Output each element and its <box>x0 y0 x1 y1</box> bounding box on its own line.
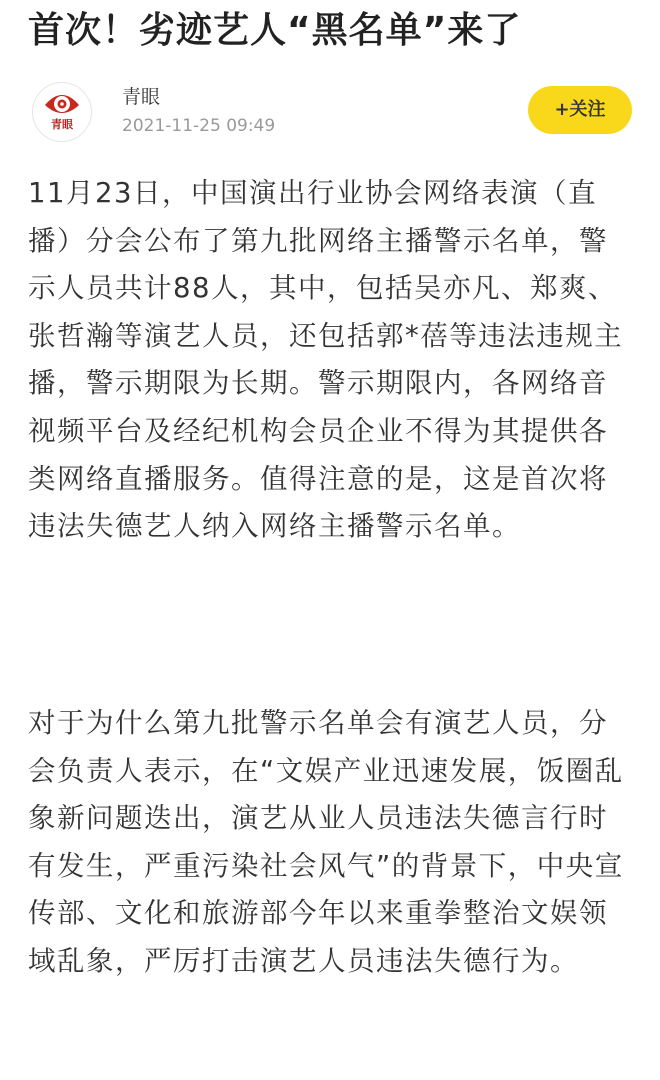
article-paragraph-2: 对于为什么第九批警示名单会有演艺人员，分会负责人表示，在“文娱产业迅速发展，饭圈乱象新问题迭出，演艺从业人员违法失德言行时有发生，严重污染社会风气”的背景下，中央宣传部、文化和旅游部今年以来重拳整治文娱领域乱象，严厉打击演艺人员违法失德行为。 <box>28 707 624 977</box>
article-title: 首次！劣迹艺人“黑名单”来了 <box>28 10 522 51</box>
follow-button[interactable]: +关注 <box>528 86 632 134</box>
article-paragraph-1: 11月23日，中国演出行业协会网络表演（直播）分会公布了第九批网络主播警示名单，警示人员共计88人，其中，包括吴亦凡、郑爽、张哲瀚等演艺人员，还包括郭*蓓等违法违规主播，警示期限为长期。警示期限内，各网络音视频平台及经纪机构会员企业不得为其提供各类网络直播服务。值得注意的是，这是首次将违法失德艺人纳入网络主播警示名单。 <box>28 177 624 543</box>
eye-logo-icon <box>33 83 91 141</box>
avatar-logo-text: 青眼 <box>51 118 73 131</box>
author-bar <box>28 80 638 144</box>
author-name[interactable]: 青眼 <box>122 86 161 108</box>
author-avatar[interactable] <box>32 82 92 142</box>
publish-time: 2021-11-25 09:49 <box>122 116 276 136</box>
